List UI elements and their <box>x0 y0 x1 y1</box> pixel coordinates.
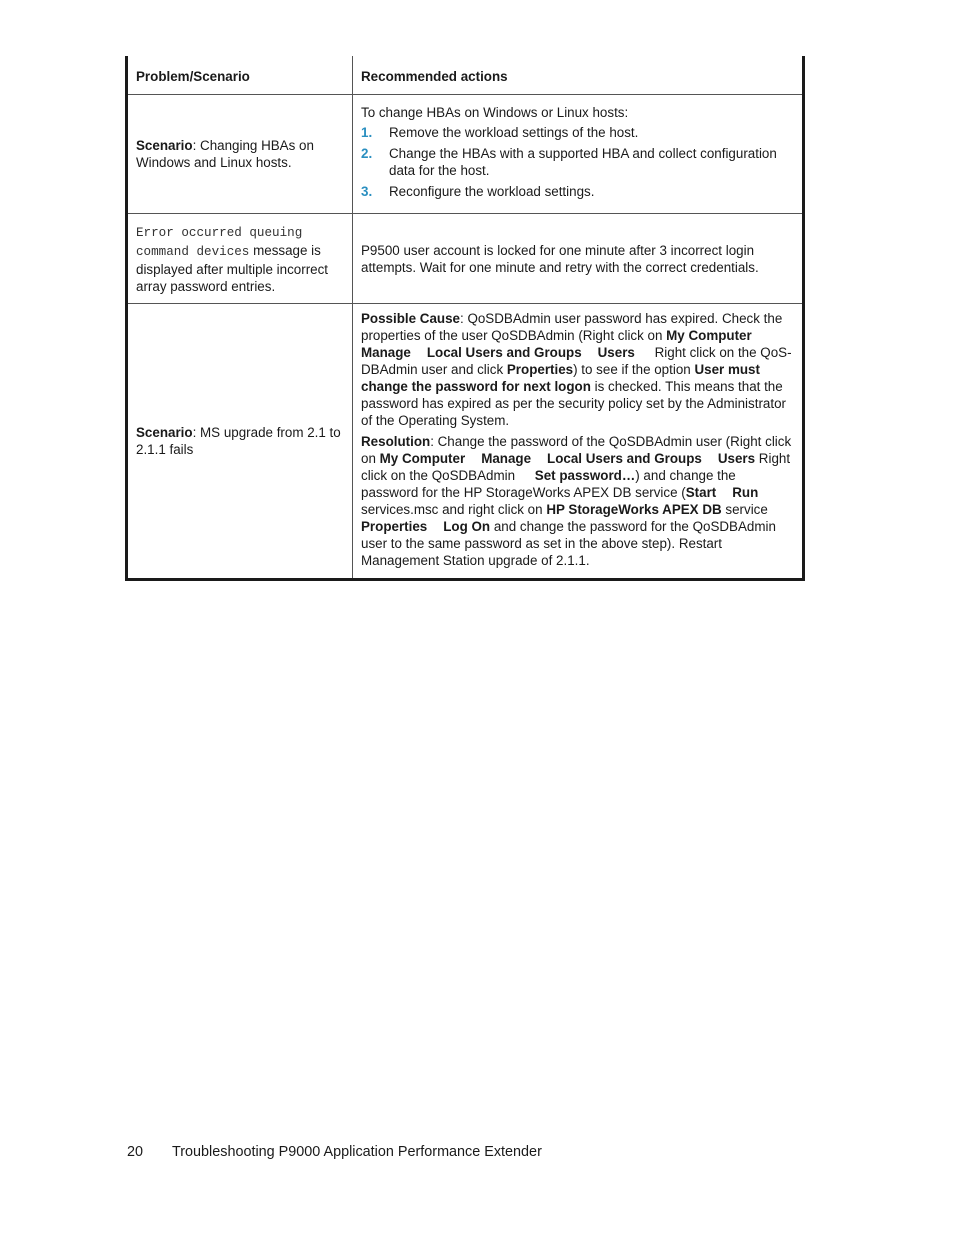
action-steps <box>361 124 794 200</box>
cause-label: Possible Cause <box>361 310 460 326</box>
action-cell <box>353 214 804 304</box>
resolution-paragraph <box>361 433 794 569</box>
menu-path-item: Users <box>717 450 756 466</box>
menu-path-item: Properties <box>506 361 574 377</box>
scenario-text: : MS upgrade from 2.1 to 2.1.1 fails <box>136 425 341 457</box>
menu-path-item: Properties <box>361 518 428 534</box>
list-item <box>361 145 794 179</box>
list-item <box>361 183 794 200</box>
cause-text: ) to see if the option <box>573 361 695 377</box>
menu-path-item: Start <box>685 484 717 500</box>
step-number: 1. <box>361 125 373 140</box>
scenario-label: Scenario <box>136 138 193 153</box>
resolution-text: Right click on the QoSDBAdmin <box>361 450 791 483</box>
menu-path-item: Local Users and Groups <box>547 450 702 466</box>
resolution-label: Resolution <box>361 433 431 449</box>
resolution-text: and change the password for the QoSDBAdmin user to the same password as set in the above step). Restart Management Station upgrade of 2.1.1. <box>361 518 776 568</box>
list-item <box>361 124 794 141</box>
menu-path-item: Local Users and Groups <box>426 344 582 360</box>
cause-text: : QoSDBAdmin user password has expired. Check the properties of the user QoSDBAdmin (Right click on <box>361 310 783 343</box>
table-row <box>127 304 804 580</box>
menu-path-item: Manage <box>481 450 532 466</box>
menu-path-item: Log On <box>443 518 491 534</box>
menu-path-item: Users <box>597 344 635 360</box>
service-name: HP StorageWorks APEX DB <box>546 501 722 517</box>
step-number: 3. <box>361 184 373 199</box>
table-header-row <box>127 56 804 95</box>
step-text: Change the HBAs with a supported HBA and collect configuration data for the host. <box>389 146 777 178</box>
header-problem-scenario: Problem/Scenario <box>127 56 353 95</box>
cause-text: is checked. This means that the password has expired as per the security policy set by the Administrator of the Operating System. <box>361 378 786 428</box>
resolution-text: services.msc and right click on <box>361 501 547 517</box>
problem-cell <box>127 214 353 304</box>
scenario-label: Scenario <box>136 425 193 440</box>
action-text: P9500 user account is locked for one minute after 3 incorrect login attempts. Wait for one minute and retry with the correct credentials. <box>361 242 759 275</box>
option-name: User must change the password for next logon <box>361 361 760 394</box>
error-message-code: Error occurred queuing command devices <box>136 225 303 259</box>
page-number: 20 <box>127 1144 144 1160</box>
menu-path-item: My Computer <box>379 450 466 466</box>
menu-path-item: Run <box>732 484 759 500</box>
menu-path-item: Set password… <box>534 467 636 483</box>
problem-cell <box>127 95 353 214</box>
resolution-text: ) and change the password for the HP StorageWorks APEX DB service ( <box>361 467 736 500</box>
step-text: Reconfigure the workload settings. <box>389 184 595 199</box>
table-row <box>127 214 804 304</box>
header-recommended-actions: Recommended actions <box>353 56 804 95</box>
action-cell <box>353 95 804 214</box>
action-intro: To change HBAs on Windows or Linux hosts: <box>361 105 629 120</box>
step-text: Remove the workload settings of the host. <box>389 125 639 140</box>
page-footer <box>127 1144 542 1160</box>
menu-path-item: Manage <box>361 344 411 360</box>
scenario-text: : Changing HBAs on Windows and Linux hosts. <box>136 138 314 170</box>
possible-cause-paragraph <box>361 310 794 429</box>
action-cell <box>353 304 804 580</box>
table-row <box>127 95 804 214</box>
menu-path-item: My Computer <box>666 327 752 343</box>
cause-text: Right click on the QoSDBAdmin user and click <box>361 344 792 377</box>
resolution-text: : Change the password of the QoSDBAdmin user (Right click on <box>361 433 792 466</box>
resolution-text: service <box>721 501 768 517</box>
footer-title: Troubleshooting P9000 Application Performance Extender <box>172 1144 542 1160</box>
troubleshooting-table <box>125 56 805 581</box>
problem-text: message is displayed after multiple incorrect array password entries. <box>136 242 329 294</box>
problem-cell <box>127 304 353 580</box>
step-number: 2. <box>361 146 373 161</box>
